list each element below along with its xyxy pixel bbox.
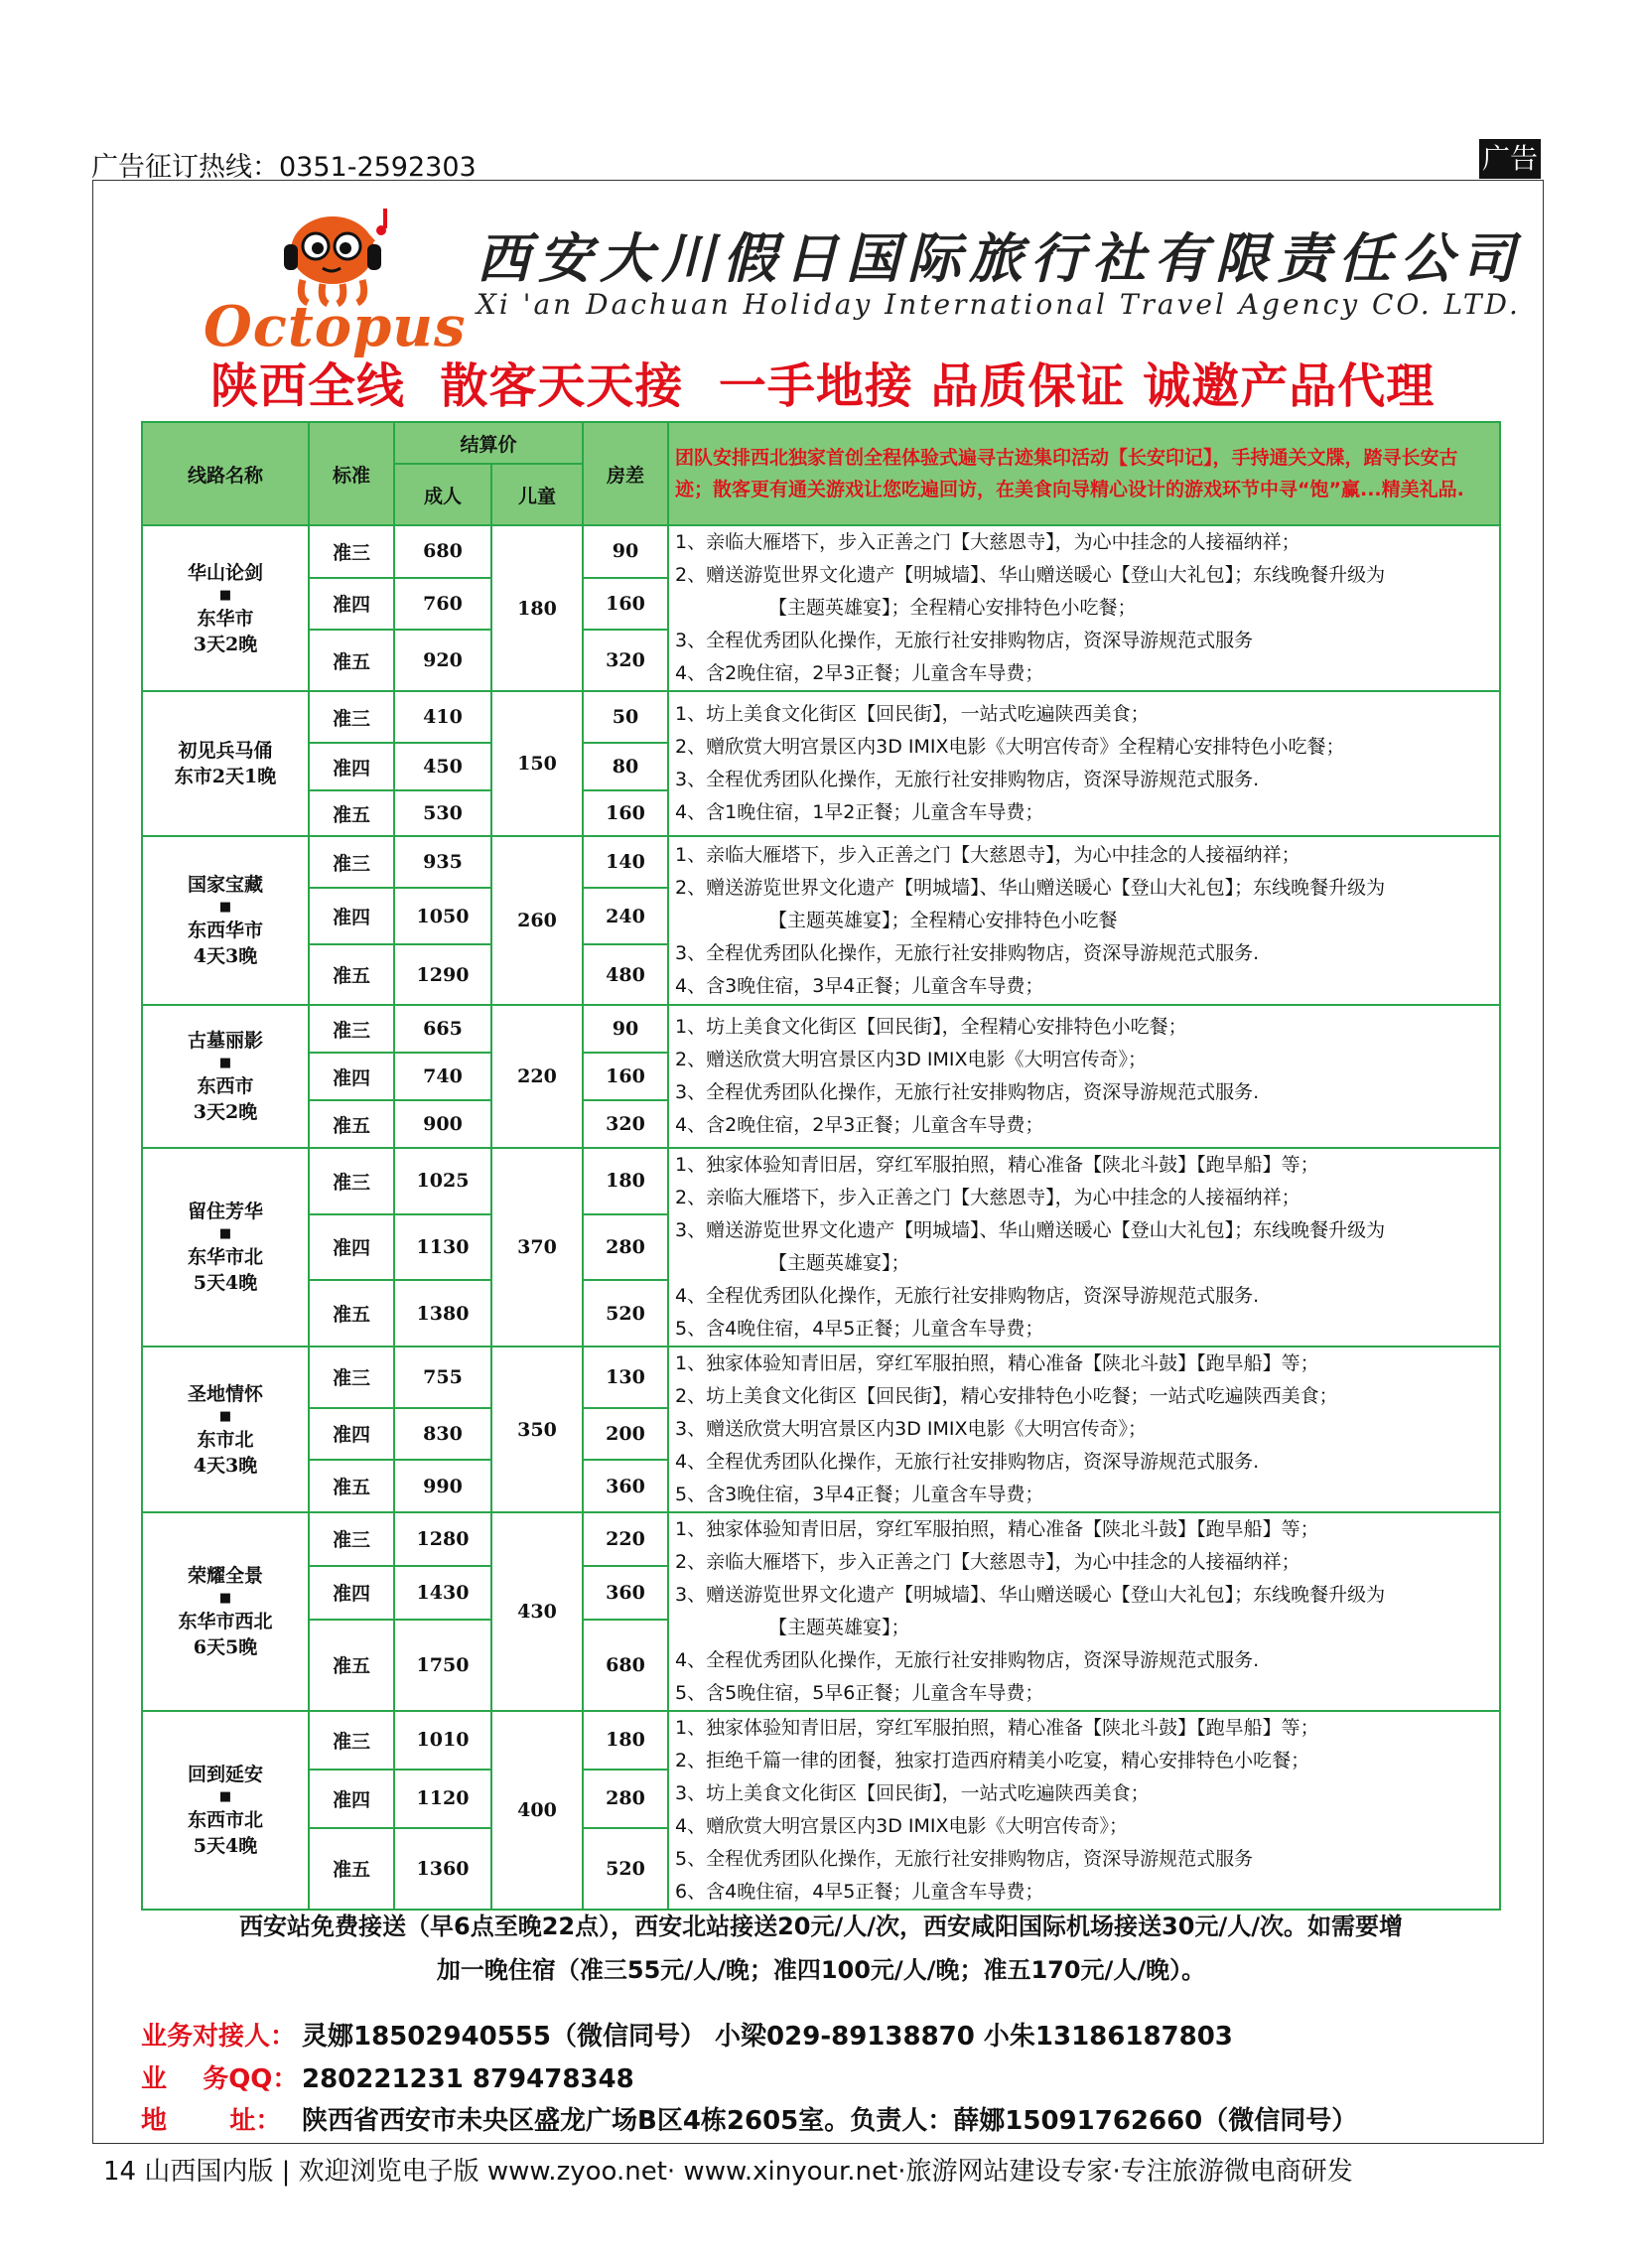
tier-adult-price: 1750 — [394, 1620, 491, 1711]
tier-room-diff: 240 — [583, 888, 668, 944]
tier-standard: 准四 — [309, 1053, 394, 1100]
route-days: 4天3晚 — [193, 1454, 258, 1477]
tier-adult-price: 990 — [394, 1460, 491, 1512]
tier-adult-price: 530 — [394, 790, 491, 836]
description-line: 4、全程优秀团队化操作，无旅行社安排购物店，资深导游规范式服务. — [675, 1451, 1260, 1473]
description-line: 2、赠送游览世界文化遗产【明城墙】、华山赠送暖心【登山大礼包】；东线晚餐升级为 — [675, 876, 1386, 899]
tier-standard: 准三 — [309, 1347, 394, 1408]
description-line: 4、赠欣赏大明宫景区内3D IMIX电影《大明宫传奇》； — [675, 1815, 1128, 1837]
description-line: 3、全程优秀团队化操作，无旅行社安排购物店，资深导游规范式服务. — [675, 941, 1260, 964]
tier-standard: 准四 — [309, 1214, 394, 1281]
tier-room-diff: 200 — [583, 1408, 668, 1461]
tier-standard: 准三 — [309, 836, 394, 888]
route-price-table — [141, 421, 1501, 1911]
tier-standard: 准五 — [309, 1100, 394, 1148]
route-description — [668, 1512, 1500, 1711]
route-separator: ■ — [218, 587, 232, 603]
table-row — [142, 1005, 1500, 1053]
tier-adult-price: 935 — [394, 836, 491, 888]
table-row — [142, 1347, 1500, 1408]
route-name-cell — [142, 1148, 309, 1347]
tier-room-diff: 360 — [583, 1460, 668, 1512]
company-name-cn: 西安大川假日国际旅行社有限责任公司 — [477, 226, 1523, 290]
tier-room-diff: 480 — [583, 944, 668, 1005]
contact-qq — [141, 2058, 634, 2095]
header-price-group: 结算价 — [394, 422, 583, 464]
route-separator: ■ — [218, 1226, 232, 1241]
route-days: 3天2晚 — [193, 633, 258, 655]
tier-adult-price: 1120 — [394, 1770, 491, 1828]
description-line: 【主题英雄宴】； — [768, 1617, 910, 1638]
route-days: 4天3晚 — [193, 945, 258, 967]
route-description — [668, 836, 1500, 1005]
contact-address-value: 陕西省西安市未央区盛龙广场B区4栋2605室。负责人：薛娜15091762660（微信同号） — [302, 2106, 1358, 2136]
route-area: 东西市 — [197, 1075, 254, 1097]
route-name: 留住芳华 — [187, 1201, 263, 1222]
tier-adult-price: 410 — [394, 691, 491, 743]
contact-person-label: 业务对接人： — [141, 2022, 297, 2052]
description-line: 【主题英雄宴】；全程精心安排特色小吃餐； — [768, 597, 1137, 619]
description-line: 5、含4晚住宿，4早5正餐；儿童含车导费； — [675, 1318, 1044, 1340]
description-line: 2、亲临大雁塔下，步入正善之门【大慈恩寺】，为心中挂念的人接福纳祥； — [675, 1551, 1300, 1573]
tier-standard: 准五 — [309, 790, 394, 836]
child-price: 220 — [491, 1005, 583, 1148]
description-line: 1、独家体验知青旧居，穿红军服拍照，精心准备【陕北斗鼓】【跑旱船】等； — [675, 1717, 1319, 1739]
transfer-note-line-2: 加一晚住宿（准三55元/人/晚；准四100元/人/晚；准五170元/人/晚）。 — [436, 1956, 1206, 1984]
tier-standard: 准四 — [309, 1566, 394, 1620]
route-description — [668, 525, 1500, 691]
tier-room-diff: 680 — [583, 1620, 668, 1711]
tier-room-diff: 280 — [583, 1214, 668, 1281]
company-name-en: Xi 'an Dachuan Holiday International Travel Agency CO. LTD. — [477, 288, 1521, 321]
description-line: 1、独家体验知青旧居，穿红军服拍照，精心准备【陕北斗鼓】【跑旱船】等； — [675, 1518, 1319, 1540]
tier-adult-price: 680 — [394, 525, 491, 578]
tier-room-diff: 160 — [583, 578, 668, 631]
tier-standard: 准五 — [309, 1280, 394, 1347]
tier-room-diff: 160 — [583, 1053, 668, 1100]
route-name: 初见兵马俑 — [178, 740, 273, 762]
child-price: 180 — [491, 525, 583, 691]
description-line: 【主题英雄宴】； — [768, 1252, 910, 1274]
tier-standard: 准五 — [309, 1460, 394, 1512]
route-area: 东华市北 — [187, 1246, 263, 1268]
route-area: 东华市 — [197, 607, 254, 630]
route-days: 6天5晚 — [193, 1636, 258, 1658]
tier-room-diff: 140 — [583, 836, 668, 888]
description-line: 2、赠送欣赏大明宫景区内3D IMIX电影《大明宫传奇》； — [675, 1049, 1147, 1070]
tier-standard: 准五 — [309, 1828, 394, 1910]
route-days: 3天2晚 — [193, 1101, 258, 1123]
tier-standard: 准三 — [309, 1711, 394, 1770]
tier-adult-price: 740 — [394, 1053, 491, 1100]
tier-adult-price: 1130 — [394, 1214, 491, 1281]
route-name-cell — [142, 1711, 309, 1910]
tier-room-diff: 280 — [583, 1770, 668, 1828]
route-name-cell — [142, 836, 309, 1005]
tier-standard: 准三 — [309, 1148, 394, 1214]
description-line: 4、含1晚住宿，1早2正餐；儿童含车导费； — [675, 801, 1044, 823]
tier-adult-price: 1280 — [394, 1512, 491, 1566]
contact-person-value: 灵娜18502940555（微信同号） 小梁029-89138870 小朱13186187803 — [302, 2022, 1233, 2052]
description-line: 1、坊上美食文化街区【回民街】，一站式吃遍陕西美食； — [675, 703, 1150, 725]
tier-adult-price: 830 — [394, 1408, 491, 1461]
description-line: 5、含5晚住宿，5早6正餐；儿童含车导费； — [675, 1682, 1044, 1704]
tier-standard: 准三 — [309, 691, 394, 743]
description-line: 2、拒绝千篇一律的团餐，独家打造西府精美小吃宴，精心安排特色小吃餐； — [675, 1750, 1310, 1772]
tier-standard: 准三 — [309, 1005, 394, 1053]
description-line: 3、赠送游览世界文化遗产【明城墙】、华山赠送暖心【登山大礼包】；东线晚餐升级为 — [675, 1219, 1386, 1241]
route-name: 圣地情怀 — [187, 1382, 263, 1405]
tier-standard: 准五 — [309, 944, 394, 1005]
tier-standard: 准五 — [309, 1620, 394, 1711]
header-route-name: 线路名称 — [142, 422, 309, 525]
description-line: 4、全程优秀团队化操作，无旅行社安排购物店，资深导游规范式服务. — [675, 1285, 1260, 1307]
description-line: 6、含4晚住宿，4早5正餐；儿童含车导费； — [675, 1881, 1044, 1903]
ad-tag: 广告 — [1479, 139, 1541, 179]
ad-hotline: 广告征订热线：0351-2592303 — [91, 152, 477, 183]
tier-room-diff: 130 — [583, 1347, 668, 1408]
contact-address-label: 地 址： — [141, 2106, 282, 2136]
tier-room-diff: 50 — [583, 691, 668, 743]
child-price: 260 — [491, 836, 583, 1005]
table-row — [142, 691, 1500, 743]
tier-adult-price: 900 — [394, 1100, 491, 1148]
octopus-logo — [199, 189, 467, 357]
route-description — [668, 691, 1500, 836]
route-name-cell — [142, 691, 309, 836]
description-line: 3、赠送欣赏大明宫景区内3D IMIX电影《大明宫传奇》； — [675, 1418, 1147, 1440]
route-area: 东市北 — [197, 1428, 254, 1451]
route-area: 东西市北 — [187, 1809, 263, 1831]
tier-adult-price: 1430 — [394, 1566, 491, 1620]
tier-adult-price: 1360 — [394, 1828, 491, 1910]
tier-adult-price: 1050 — [394, 888, 491, 944]
tier-room-diff: 90 — [583, 525, 668, 578]
route-description — [668, 1347, 1500, 1512]
description-line: 3、赠送游览世界文化遗产【明城墙】、华山赠送暖心【登山大礼包】；东线晚餐升级为 — [675, 1584, 1386, 1606]
tier-standard: 准四 — [309, 743, 394, 790]
tier-room-diff: 320 — [583, 1100, 668, 1148]
tier-adult-price: 755 — [394, 1347, 491, 1408]
tier-standard: 准四 — [309, 888, 394, 944]
child-price: 370 — [491, 1148, 583, 1347]
route-name-cell — [142, 1512, 309, 1711]
route-name: 华山论剑 — [187, 561, 263, 584]
page-footer: 14 山西国内版 | 欢迎浏览电子版 www.zyoo.net· www.xinyour.net·旅游网站建设专家·专注旅游微电商研发 — [103, 2157, 1353, 2187]
child-price: 350 — [491, 1347, 583, 1512]
description-line: 5、全程优秀团队化操作，无旅行社安排购物店，资深导游规范式服务 — [675, 1848, 1254, 1870]
header-adult: 成人 — [394, 464, 491, 525]
header-standard: 标准 — [309, 422, 394, 525]
description-line: 2、赠欣赏大明宫景区内3D IMIX电影《大明宫传奇》全程精心安排特色小吃餐； — [675, 736, 1345, 758]
tier-adult-price: 1290 — [394, 944, 491, 1005]
description-line: 【主题英雄宴】；全程精心安排特色小吃餐 — [768, 909, 1118, 931]
tier-room-diff: 360 — [583, 1566, 668, 1620]
tier-standard: 准三 — [309, 525, 394, 578]
tier-room-diff: 90 — [583, 1005, 668, 1053]
description-line: 1、亲临大雁塔下，步入正善之门【大慈恩寺】，为心中挂念的人接福纳祥； — [675, 531, 1300, 553]
route-days: 5天4晚 — [193, 1272, 258, 1294]
description-line: 4、含3晚住宿，3早4正餐；儿童含车导费； — [675, 974, 1044, 997]
table-row — [142, 1512, 1500, 1566]
route-name-cell — [142, 525, 309, 691]
route-description — [668, 1005, 1500, 1148]
route-description — [668, 1711, 1500, 1910]
description-line: 3、全程优秀团队化操作，无旅行社安排购物店，资深导游规范式服务. — [675, 1081, 1260, 1103]
route-separator: ■ — [218, 900, 232, 915]
tier-adult-price: 1380 — [394, 1280, 491, 1347]
tier-adult-price: 1010 — [394, 1711, 491, 1770]
route-area: 东西华市 — [187, 920, 263, 941]
tier-adult-price: 1025 — [394, 1148, 491, 1214]
header-promo-note: 团队安排西北独家首创全程体验式遍寻古迹集印活动【长安印记】，手持通关文牒，踏寻长安古迹；散客更有通关游戏让您吃遍回访，在美食向导精心设计的游戏环节中寻“饱”赢...精美礼品. — [668, 422, 1500, 525]
description-line: 2、赠送游览世界文化遗产【明城墙】、华山赠送暖心【登山大礼包】；东线晚餐升级为 — [675, 564, 1386, 586]
tier-standard: 准四 — [309, 578, 394, 631]
transfer-note — [141, 1905, 1501, 1992]
tier-room-diff: 520 — [583, 1828, 668, 1910]
tier-standard: 准四 — [309, 1408, 394, 1461]
description-line: 2、亲临大雁塔下，步入正善之门【大慈恩寺】，为心中挂念的人接福纳祥； — [675, 1187, 1300, 1208]
tier-room-diff: 180 — [583, 1711, 668, 1770]
table-row — [142, 525, 1500, 578]
tier-room-diff: 180 — [583, 1148, 668, 1214]
route-separator: ■ — [218, 1591, 232, 1606]
route-name-cell — [142, 1005, 309, 1148]
tier-room-diff: 520 — [583, 1280, 668, 1347]
tier-room-diff: 320 — [583, 630, 668, 691]
description-line: 5、含3晚住宿，3早4正餐；儿童含车导费； — [675, 1484, 1044, 1505]
route-name: 国家宝藏 — [187, 874, 263, 896]
description-line: 3、全程优秀团队化操作，无旅行社安排购物店，资深导游规范式服务 — [675, 630, 1254, 651]
table-row — [142, 836, 1500, 888]
transfer-note-line-1: 西安站免费接送（早6点至晚22点），西安北站接送20元/人/次，西安咸阳国际机场接送30元/人/次。如需要增 — [239, 1913, 1403, 1940]
route-name: 回到延安 — [187, 1764, 263, 1785]
tier-standard: 准三 — [309, 1512, 394, 1566]
route-separator: ■ — [218, 1789, 232, 1804]
route-table-body — [142, 422, 1500, 1910]
description-line: 2、坊上美食文化街区【回民街】，精心安排特色小吃餐；一站式吃遍陕西美食； — [675, 1385, 1338, 1407]
route-separator: ■ — [218, 1408, 232, 1424]
description-line: 3、坊上美食文化街区【回民街】，一站式吃遍陕西美食； — [675, 1782, 1150, 1804]
description-line: 4、含2晚住宿，2早3正餐；儿童含车导费； — [675, 1114, 1044, 1136]
contact-address — [141, 2100, 1357, 2137]
description-line: 4、全程优秀团队化操作，无旅行社安排购物店，资深导游规范式服务. — [675, 1649, 1260, 1671]
table-row — [142, 1711, 1500, 1770]
header-child: 儿童 — [491, 464, 583, 525]
route-name: 古墓丽影 — [187, 1030, 263, 1052]
route-days: 5天4晚 — [193, 1835, 258, 1857]
tier-room-diff: 80 — [583, 743, 668, 790]
contact-qq-label: 业 务QQ： — [141, 2064, 299, 2094]
child-price: 430 — [491, 1512, 583, 1711]
route-description — [668, 1148, 1500, 1347]
child-price: 150 — [491, 691, 583, 836]
description-line: 1、独家体验知青旧居，穿红军服拍照，精心准备【陕北斗鼓】【跑旱船】等； — [675, 1154, 1319, 1176]
description-line: 1、亲临大雁塔下，步入正善之门【大慈恩寺】，为心中挂念的人接福纳祥； — [675, 843, 1300, 866]
route-separator: ■ — [218, 1056, 232, 1070]
slogan: 陕西全线 散客天天接 一手地接 品质保证 诚邀产品代理 — [210, 358, 1436, 414]
tier-adult-price: 760 — [394, 578, 491, 631]
description-line: 1、独家体验知青旧居，穿红军服拍照，精心准备【陕北斗鼓】【跑旱船】等； — [675, 1352, 1319, 1374]
tier-standard: 准四 — [309, 1770, 394, 1828]
tier-room-diff: 160 — [583, 790, 668, 836]
route-area: 东市2天1晚 — [174, 766, 277, 787]
route-name: 荣耀全景 — [187, 1565, 263, 1587]
header-room-diff: 房差 — [583, 422, 668, 525]
tier-adult-price: 920 — [394, 630, 491, 691]
description-line: 3、全程优秀团队化操作，无旅行社安排购物店，资深导游规范式服务. — [675, 769, 1260, 790]
tier-room-diff: 220 — [583, 1512, 668, 1566]
route-name-cell — [142, 1347, 309, 1512]
child-price: 400 — [491, 1711, 583, 1910]
tier-adult-price: 450 — [394, 743, 491, 790]
route-area: 东华市西北 — [178, 1611, 273, 1632]
tier-adult-price: 665 — [394, 1005, 491, 1053]
description-line: 1、坊上美食文化街区【回民街】，全程精心安排特色小吃餐； — [675, 1016, 1187, 1038]
description-line: 4、含2晚住宿，2早3正餐；儿童含车导费； — [675, 662, 1044, 684]
table-row — [142, 1148, 1500, 1214]
contact-person — [141, 2016, 1233, 2053]
tier-standard: 准五 — [309, 630, 394, 691]
contact-qq-value: 280221231 879478348 — [302, 2064, 634, 2094]
svg-text:Octopus: Octopus — [204, 294, 467, 357]
octopus-mascot-icon — [199, 189, 467, 357]
